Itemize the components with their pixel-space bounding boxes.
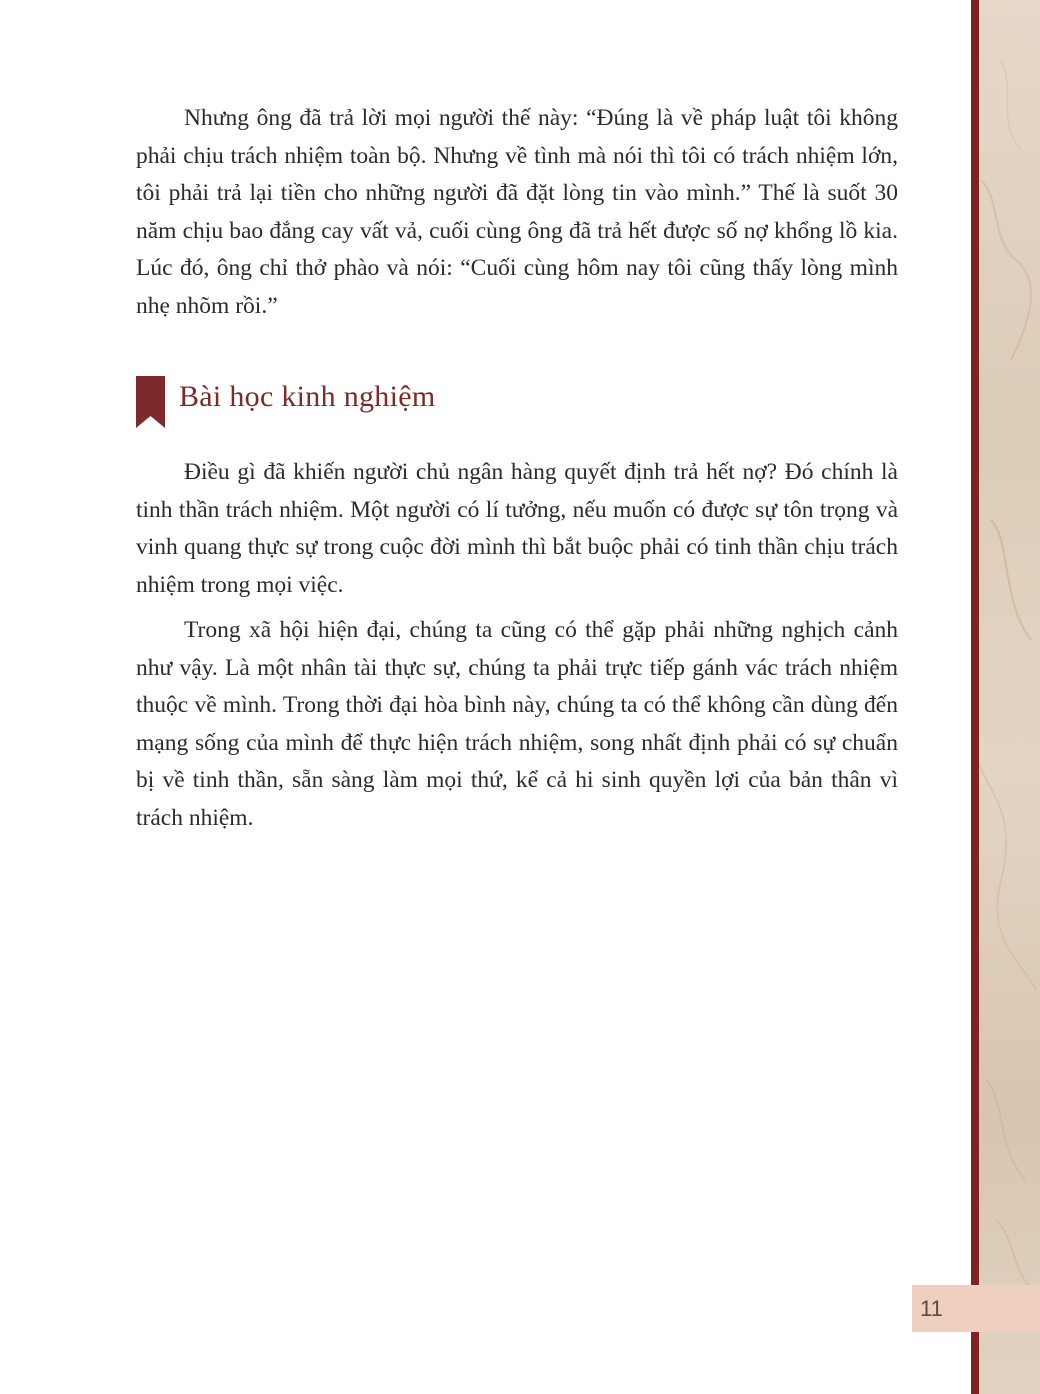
page-body <box>136 100 898 837</box>
body-paragraph: Trong xã hội hiện đại, chúng ta cũng có thể gặp phải những nghịch cảnh như vậy. Là một nhân tài thực sự, chúng ta phải trực tiếp gánh vác trách nhiệm thuộc về mình. Trong thời đại hòa bình này, chúng ta có thể không cần dùng đến mạng sống của mình để thực hiện trách nhiệm, song nhất định phải có sự chuẩn bị về tinh thần, sẵn sàng làm mọi thứ, kể cả hi sinh quyền lợi của bản thân vì trách nhiệm. <box>136 617 898 831</box>
body-paragraph: Nhưng ông đã trả lời mọi người thế này: “Đúng là về pháp luật tôi không phải chịu trách nhiệm toàn bộ. Nhưng về tình mà nói thì tôi có trách nhiệm lớn, tôi phải trả lại tiền cho những người đã đặt lòng tin vào mình.” Thế là suốt 30 năm chịu bao đắng cay vất vả, cuối cùng ông đã trả hết được số nợ khổng lồ kia. Lúc đó, ông chỉ thở phào và nói: “Cuối cùng hôm nay tôi cũng thấy lòng mình nhẹ nhõm rồi.” <box>136 105 898 319</box>
paper-texture <box>971 0 1040 1394</box>
bookmark-icon <box>136 376 165 428</box>
page-edge-bar <box>971 0 979 1394</box>
section-heading-row <box>136 376 898 432</box>
page-number: 11 <box>920 1296 943 1321</box>
section-heading: Bài học kinh nghiệm <box>179 380 436 413</box>
decorative-side-strip <box>971 0 1040 1394</box>
body-paragraph: Điều gì đã khiến người chủ ngân hàng quyết định trả hết nợ? Đó chính là tinh thần trách nhiệm. Một người có lí tưởng, nếu muốn có được sự tôn trọng và vinh quang thực sự trong cuộc đời mình thì bắt buộc phải có tinh thần chịu trách nhiệm trong mọi việc. <box>136 459 898 598</box>
